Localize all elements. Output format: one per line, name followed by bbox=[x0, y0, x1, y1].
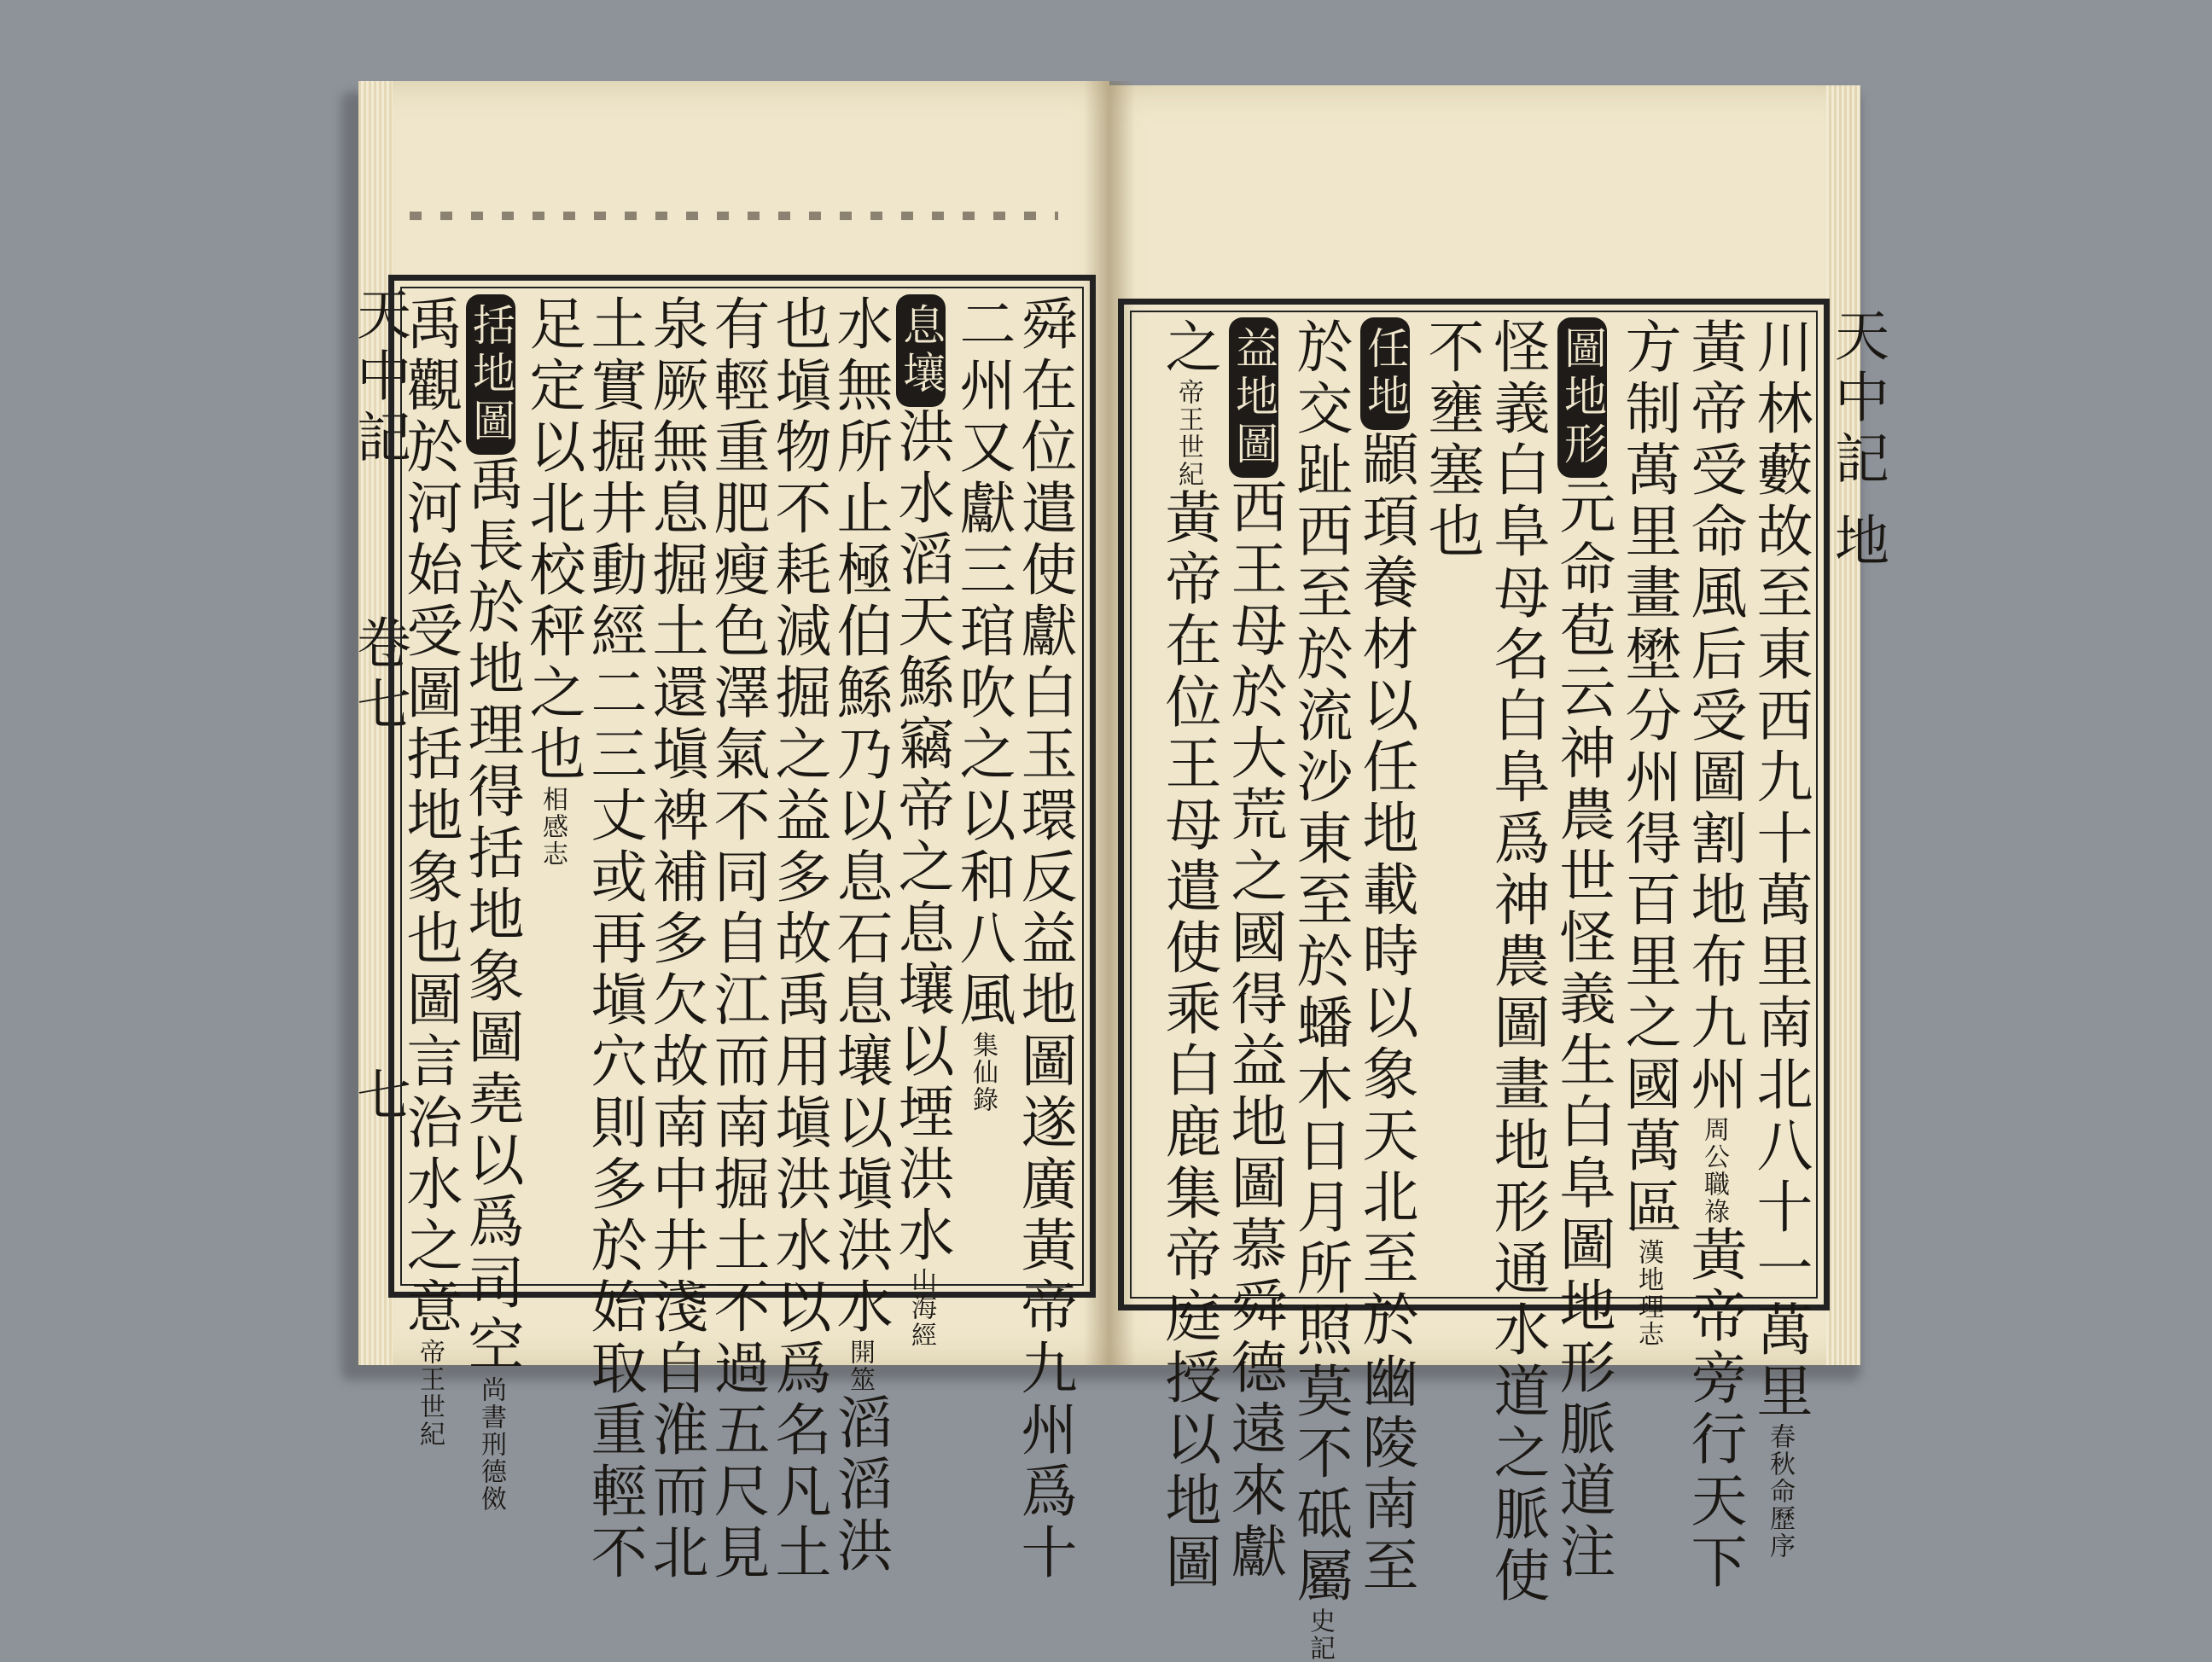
left-col-4: 水無所止極伯鯀乃以息石息壤以塡洪水開筮滔滔洪 bbox=[827, 294, 893, 1578]
right-col-3: 方制萬里畫壄分州得百里之國萬區漢地理志 bbox=[1615, 317, 1681, 1348]
heading-tag-kuodi: 括地圖 bbox=[466, 294, 515, 455]
right-col-8: 於交趾西至於流沙東至於蟠木日月所照莫不砥屬史記 bbox=[1287, 317, 1353, 1662]
right-col-1: 川林藪故至東西九十萬里南北八十一萬里春秋命歷序 bbox=[1747, 317, 1813, 1560]
heading-tag-tudixing: 圖地形 bbox=[1557, 317, 1607, 478]
right-col-7: 任地顓頊養材以任地載時以象天北至於幽陵南至 bbox=[1357, 317, 1413, 1597]
right-col-2: 黃帝受命風后受圖割地布九州周公職祿黃帝旁行天下 bbox=[1681, 317, 1747, 1594]
left-col-2: 二州又獻三琯吹之以和八風集仙錄 bbox=[950, 294, 1016, 1113]
left-col-6: 有輕重肥瘦色澤氣不同自江而南掘土不過五尺見 bbox=[704, 294, 770, 1584]
right-col-6: 不壅塞也 bbox=[1418, 317, 1484, 563]
left-col-11: 禹觀於河始受圖括地象也圖言治水之意帝王世紀 bbox=[397, 294, 463, 1448]
left-col-1: 舜在位遣使獻白玉環反益地圖遂廣黃帝九州爲十 bbox=[1011, 294, 1077, 1584]
heading-tag-yiditu: 益地圖 bbox=[1229, 317, 1278, 478]
heading-tag-rendi: 任地 bbox=[1360, 317, 1410, 430]
left-margin-title: 天中記 bbox=[347, 286, 410, 470]
right-col-5: 怪義白阜母名白阜爲神農圖畫地形通水道之脈使 bbox=[1484, 317, 1550, 1607]
left-col-9: 足定以北校秤之也相感志 bbox=[520, 294, 585, 868]
right-page-edge bbox=[1826, 85, 1860, 1365]
left-col-3: 息壤洪水滔天鯀竊帝之息壤以堙洪水山海經 bbox=[893, 294, 949, 1349]
right-margin-title: 天中記 bbox=[1825, 307, 1889, 491]
left-col-5: 也塡物不耗減掘之益多故禹用塡洪水以爲名凡土 bbox=[765, 294, 831, 1584]
left-margin-volume: 卷七 bbox=[347, 614, 410, 737]
left-col-10: 括地圖禹長於地理得括地象圖堯以爲司空尚書刑德傚 bbox=[463, 294, 519, 1513]
right-col-4: 圖地形元命苞云神農世怪義生白阜圖地形脈道注 bbox=[1554, 317, 1610, 1584]
heading-tag-xirang: 息壤 bbox=[896, 294, 946, 407]
right-col-10: 之帝王世紀黃帝在位王母遣使乘白鹿集帝庭授以地圖 bbox=[1155, 317, 1221, 1594]
right-margin-section: 地 bbox=[1825, 512, 1889, 573]
bleed-through-marks-left bbox=[410, 212, 1058, 220]
left-col-8: 土實掘井動經二三丈或再塡穴則多於始取重輕不 bbox=[581, 294, 647, 1584]
right-col-9: 益地圖西王母於大荒之國得益地圖慕舜德遠來獻 bbox=[1225, 317, 1282, 1584]
left-margin-folio: 七 bbox=[347, 1066, 410, 1128]
left-col-7: 泉厥無息掘土還塡裨補多欠故南中井淺自淮而北 bbox=[643, 294, 708, 1584]
